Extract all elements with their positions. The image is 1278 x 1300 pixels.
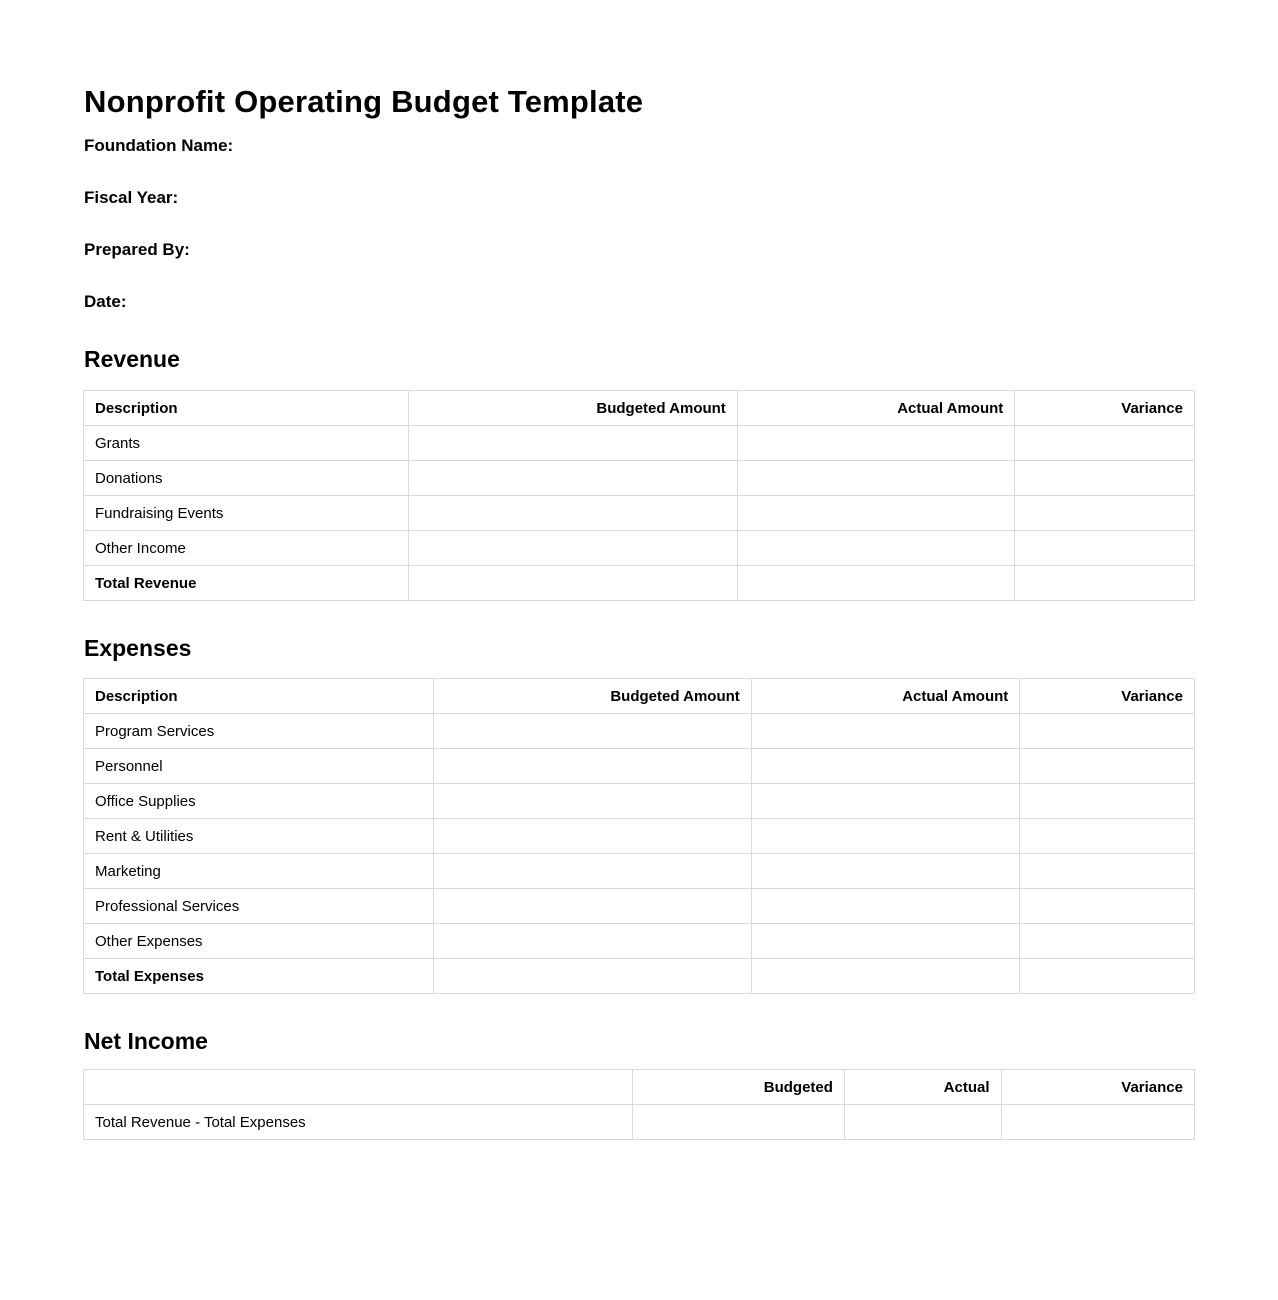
revenue-table [83,390,1195,601]
table-row [84,819,1195,854]
expenses-header-row [84,679,1195,714]
revenue-cell-budgeted [409,531,737,566]
expenses-row-label: Other Expenses [84,924,434,959]
expenses-cell-actual [751,714,1020,749]
expenses-total-row [84,959,1195,994]
expenses-cell-budgeted [434,784,751,819]
revenue-col-variance: Variance [1015,391,1195,426]
expenses-table [83,678,1195,994]
net-income-table [83,1069,1195,1140]
revenue-col-actual: Actual Amount [737,391,1014,426]
expenses-cell-actual [751,854,1020,889]
revenue-row-label: Donations [84,461,409,496]
expenses-cell-variance [1020,714,1195,749]
table-row [84,749,1195,784]
revenue-cell-variance [1015,531,1195,566]
revenue-cell-budgeted [409,566,737,601]
net-income-section-heading: Net Income [84,1028,208,1054]
net-income-header-row [84,1070,1195,1105]
expenses-row-label: Rent & Utilities [84,819,434,854]
expenses-col-variance: Variance [1020,679,1195,714]
expenses-cell-budgeted [434,959,751,994]
expenses-cell-variance [1020,854,1195,889]
net-income-cell-actual [844,1105,1001,1140]
revenue-col-budgeted: Budgeted Amount [409,391,737,426]
expenses-cell-budgeted [434,924,751,959]
table-row [84,714,1195,749]
revenue-cell-variance [1015,496,1195,531]
revenue-cell-variance [1015,461,1195,496]
expenses-cell-actual [751,819,1020,854]
expenses-cell-actual [751,749,1020,784]
expenses-cell-variance [1020,784,1195,819]
expenses-cell-actual [751,924,1020,959]
expenses-row-label: Program Services [84,714,434,749]
table-row [84,426,1195,461]
expenses-cell-budgeted [434,819,751,854]
expenses-cell-budgeted [434,889,751,924]
revenue-cell-actual [737,426,1014,461]
net-income-col-budgeted: Budgeted [632,1070,844,1105]
expenses-cell-variance [1020,924,1195,959]
table-row [84,784,1195,819]
net-income-cell-variance [1001,1105,1195,1140]
revenue-cell-actual [737,461,1014,496]
expenses-col-description: Description [84,679,434,714]
expenses-cell-actual [751,784,1020,819]
revenue-cell-budgeted [409,461,737,496]
expenses-cell-budgeted [434,854,751,889]
table-row [84,496,1195,531]
expenses-cell-budgeted [434,714,751,749]
expenses-cell-variance [1020,959,1195,994]
revenue-cell-actual [737,496,1014,531]
field-label-date: Date: [84,292,127,311]
field-label-fiscal-year: Fiscal Year: [84,188,179,207]
expenses-cell-actual [751,889,1020,924]
revenue-total-row [84,566,1195,601]
expenses-row-label: Marketing [84,854,434,889]
net-income-row [84,1105,1195,1140]
revenue-cell-variance [1015,566,1195,601]
revenue-cell-budgeted [409,426,737,461]
net-income-col-actual: Actual [844,1070,1001,1105]
table-row [84,924,1195,959]
revenue-col-description: Description [84,391,409,426]
expenses-total-label: Total Expenses [84,959,434,994]
expenses-row-label: Office Supplies [84,784,434,819]
table-row [84,854,1195,889]
revenue-cell-budgeted [409,496,737,531]
net-income-col-variance: Variance [1001,1070,1195,1105]
table-row [84,531,1195,566]
revenue-cell-variance [1015,426,1195,461]
net-income-cell-budgeted [632,1105,844,1140]
revenue-cell-actual [737,566,1014,601]
field-label-foundation-name: Foundation Name: [84,136,234,155]
expenses-cell-actual [751,959,1020,994]
field-label-prepared-by: Prepared By: [84,240,190,259]
expenses-col-actual: Actual Amount [751,679,1020,714]
expenses-row-label: Personnel [84,749,434,784]
expenses-cell-variance [1020,749,1195,784]
expenses-cell-variance [1020,889,1195,924]
revenue-header-row [84,391,1195,426]
expenses-section-heading: Expenses [84,635,192,661]
net-income-row-label: Total Revenue - Total Expenses [84,1105,633,1140]
revenue-row-label: Grants [84,426,409,461]
revenue-row-label: Fundraising Events [84,496,409,531]
revenue-section-heading: Revenue [84,346,180,372]
table-row [84,889,1195,924]
expenses-row-label: Professional Services [84,889,434,924]
expenses-col-budgeted: Budgeted Amount [434,679,751,714]
revenue-cell-actual [737,531,1014,566]
net-income-col-description [84,1070,633,1105]
table-row [84,461,1195,496]
page-title: Nonprofit Operating Budget Template [84,84,644,119]
expenses-cell-budgeted [434,749,751,784]
expenses-cell-variance [1020,819,1195,854]
revenue-total-label: Total Revenue [84,566,409,601]
revenue-row-label: Other Income [84,531,409,566]
